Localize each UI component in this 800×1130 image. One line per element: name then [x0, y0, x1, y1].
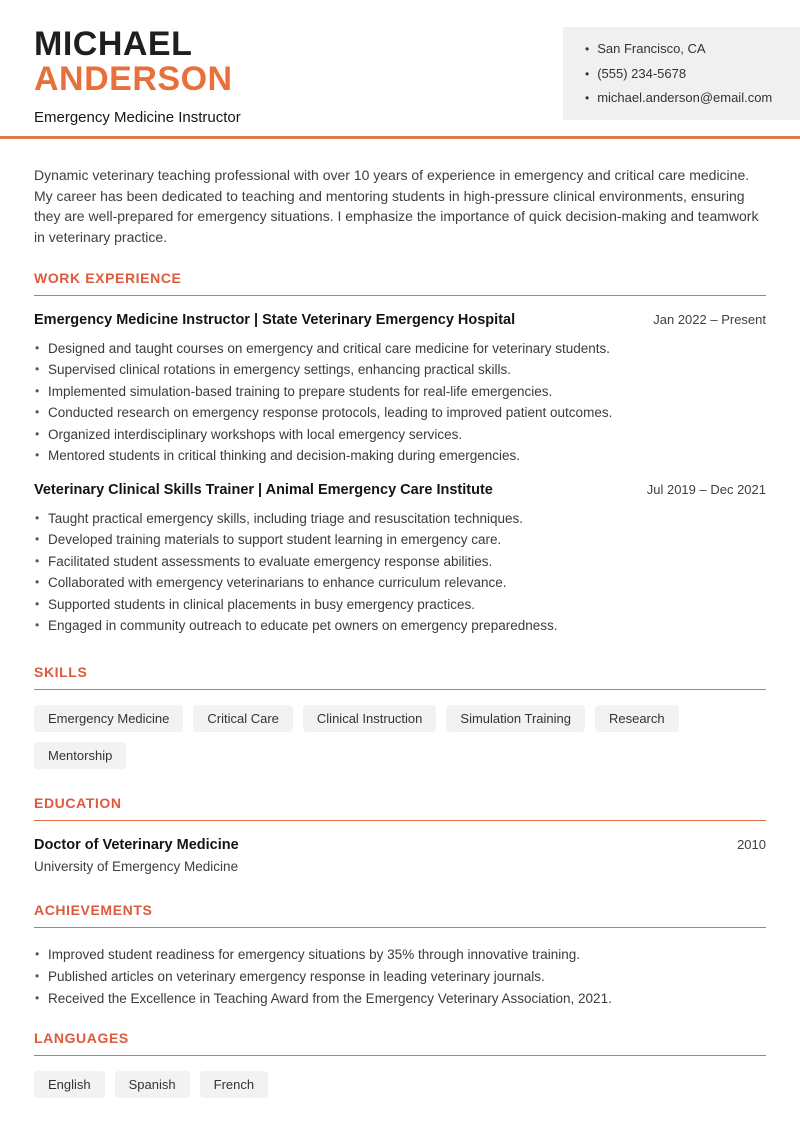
section-heading-education: EDUCATION [34, 795, 766, 821]
education-degree: Doctor of Veterinary Medicine [34, 836, 239, 853]
job-dates: Jan 2022 – Present [653, 311, 766, 327]
summary-text: Dynamic veterinary teaching professional with over 10 years of experience in emergency and critical care medicine. My career has been dedicated to teaching and mentoring students in high-pressure clinical environments, ensuring they are well-prepared for emergency situations. I emphasize the importance of quick decision-making and teamwork in veterinary practice. [34, 167, 759, 246]
section-work-experience [34, 270, 766, 636]
achievement-bullet: • Published articles on veterinary emergency response in leading veterinary journals. [34, 967, 766, 987]
language-chip: English [34, 1071, 105, 1098]
header-divider [0, 136, 800, 139]
job-bullet: • Facilitated student assessments to evaluate emergency response abilities. [34, 552, 766, 572]
job-title: Veterinary Clinical Skills Trainer | Animal Emergency Care Institute [34, 481, 493, 498]
skill-chip: Emergency Medicine [34, 705, 183, 732]
skill-chip: Critical Care [193, 705, 293, 732]
contact-box [563, 27, 800, 120]
job-bullet: • Designed and taught courses on emergency and critical care medicine for veterinary students. [34, 339, 766, 359]
job-bullet-list [34, 339, 766, 466]
header [0, 0, 800, 139]
bullet-dot-icon: • [585, 66, 590, 81]
achievements-bullet-list [34, 945, 766, 1009]
language-chip: French [200, 1071, 268, 1098]
job-bullet: • Mentored students in critical thinking and decision-making during emergencies. [34, 446, 766, 466]
language-chip: Spanish [115, 1071, 190, 1098]
name-first: MICHAEL [34, 25, 193, 63]
contact-location-text: San Francisco, CA [597, 41, 706, 56]
section-achievements [34, 902, 766, 1009]
contact-phone [585, 62, 782, 87]
job-bullet: • Supported students in clinical placements in busy emergency practices. [34, 595, 766, 615]
section-skills [34, 664, 766, 769]
job-bullet: • Supervised clinical rotations in emergency settings, enhancing practical skills. [34, 360, 766, 380]
contact-location [585, 37, 782, 62]
skill-chip: Mentorship [34, 742, 126, 769]
education-school: University of Emergency Medicine [34, 858, 239, 874]
job-dates: Jul 2019 – Dec 2021 [646, 481, 766, 497]
contact-email [585, 86, 782, 111]
name-block [34, 27, 241, 126]
job-bullet: • Implemented simulation-based training to prepare students for real-life emergencies. [34, 382, 766, 402]
job-bullet: • Taught practical emergency skills, including triage and resuscitation techniques. [34, 509, 766, 529]
job-bullet: • Collaborated with emergency veterinarians to enhance curriculum relevance. [34, 573, 766, 593]
job-bullet-list [34, 509, 766, 636]
section-heading-achievements: ACHIEVEMENTS [34, 902, 766, 928]
job-bullet: • Engaged in community outreach to educate pet owners on emergency preparedness. [34, 616, 766, 636]
job-head [34, 482, 766, 498]
job-entry-1 [34, 312, 766, 466]
section-heading-languages: LANGUAGES [34, 1030, 766, 1056]
job-entry-2 [34, 482, 766, 636]
contact-email-text: michael.anderson@email.com [597, 90, 773, 105]
job-title: Emergency Medicine Instructor | State Veterinary Emergency Hospital [34, 311, 516, 328]
achievement-bullet: • Received the Excellence in Teaching Award from the Emergency Veterinary Association, 2021. [34, 989, 766, 1009]
education-year: 2010 [737, 836, 766, 852]
achievement-bullet: • Improved student readiness for emergency situations by 35% through innovative training. [34, 945, 766, 965]
contact-phone-text: (555) 234-5678 [597, 65, 687, 81]
resume-body [0, 139, 800, 1098]
skill-chip: Simulation Training [446, 705, 585, 732]
header-job-title: Emergency Medicine Instructor [34, 109, 241, 127]
bullet-dot-icon: • [585, 42, 590, 56]
education-entry [34, 837, 766, 853]
name-last: ANDERSON [34, 59, 233, 98]
job-bullet: • Developed training materials to support student learning in emergency care. [34, 530, 766, 550]
section-heading-skills: SKILLS [34, 664, 766, 690]
skill-chip: Clinical Instruction [303, 705, 437, 732]
section-education [34, 795, 766, 874]
job-head [34, 312, 766, 328]
section-languages [34, 1030, 766, 1098]
section-heading-work-experience: WORK EXPERIENCE [34, 270, 766, 296]
bullet-dot-icon: • [585, 91, 590, 105]
languages-chip-row [34, 1071, 766, 1098]
job-bullet: • Conducted research on emergency response protocols, leading to improved patient outcomes. [34, 403, 766, 423]
skill-chip: Research [595, 705, 679, 732]
job-bullet: • Organized interdisciplinary workshops with local emergency services. [34, 425, 766, 445]
contact-list [585, 37, 782, 111]
skills-chip-row [34, 705, 766, 769]
